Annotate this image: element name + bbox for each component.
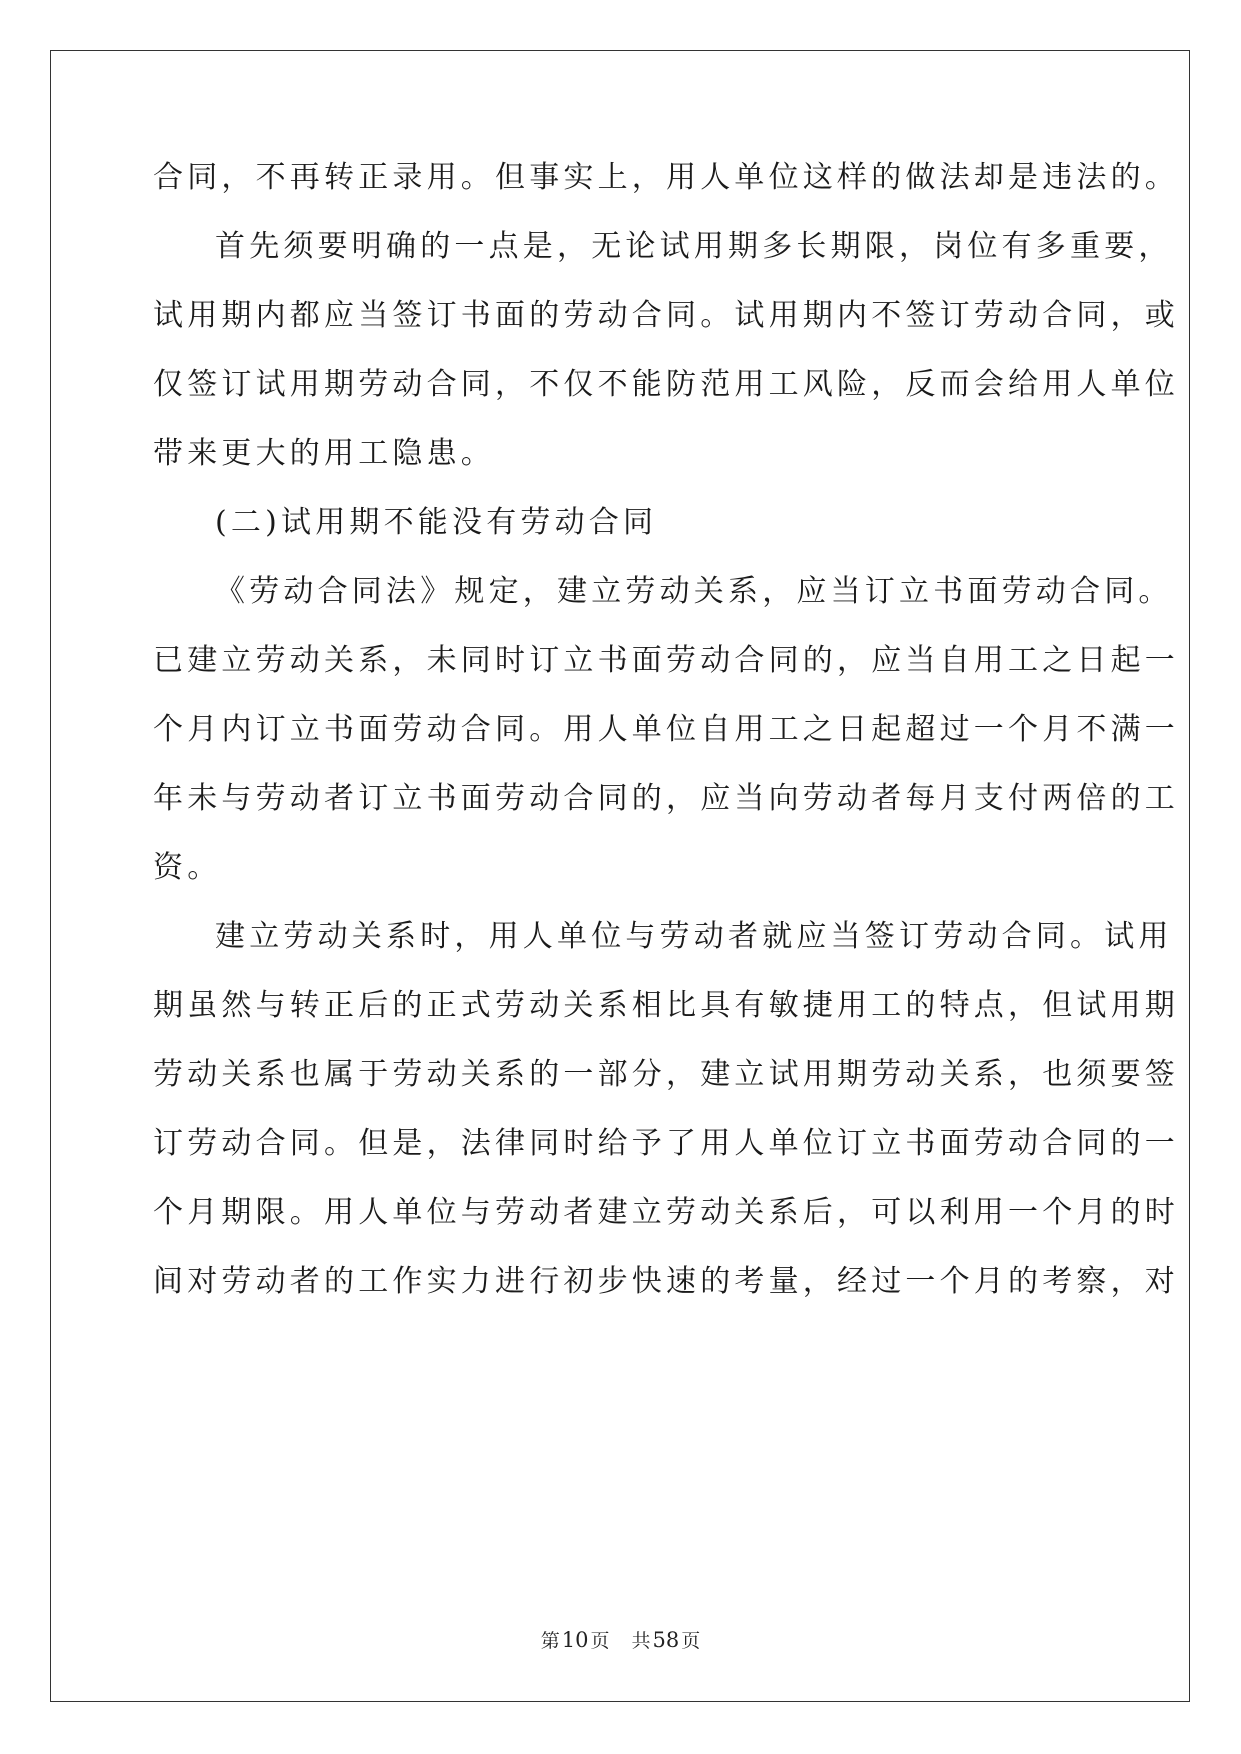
paragraph-start: 建立劳动关系时，用人单位与劳动者就应当签订劳动合同。试用 [215,919,1173,954]
total-prefix: 共 [631,1630,651,1652]
total-pages: 58 [652,1628,680,1652]
text-line: 仅签订试用期劳动合同，不仅不能防范用工风险，反而会给用人单位 [153,367,1179,402]
total-suffix: 页 [681,1630,701,1652]
text-line: 资。 [153,850,222,885]
section-heading: (二)试用期不能没有劳动合同 [215,505,658,540]
paragraph-start: 《劳动合同法》规定，建立劳动关系，应当订立书面劳动合同。 [215,574,1173,609]
text-line: 年未与劳动者订立书面劳动合同的，应当向劳动者每月支付两倍的工 [153,781,1179,816]
page-footer [0,1628,1241,1653]
text-line: 劳动关系也属于劳动关系的一部分，建立试用期劳动关系，也须要签 [153,1057,1179,1092]
text-line: 订劳动合同。但是，法律同时给予了用人单位订立书面劳动合同的一 [153,1126,1179,1161]
text-line: 个月期限。用人单位与劳动者建立劳动关系后，可以利用一个月的时 [153,1195,1179,1230]
paragraph-start: 首先须要明确的一点是，无论试用期多长期限，岗位有多重要， [215,229,1173,264]
page-number: 10 [561,1628,589,1652]
text-line: 带来更大的用工隐患。 [153,436,495,471]
text-line: 间对劳动者的工作实力进行初步快速的考量，经过一个月的考察，对 [153,1264,1179,1299]
text-line: 试用期内都应当签订书面的劳动合同。试用期内不签订劳动合同，或 [153,298,1179,333]
page-suffix: 页 [590,1630,610,1652]
page-prefix: 第 [540,1630,560,1652]
text-line: 期虽然与转正后的正式劳动关系相比具有敏捷用工的特点，但试用期 [153,988,1179,1023]
text-line: 个月内订立书面劳动合同。用人单位自用工之日起超过一个月不满一 [153,712,1179,747]
text-line: 合同，不再转正录用。但事实上，用人单位这样的做法却是违法的。 [153,160,1179,195]
text-line: 已建立劳动关系，未同时订立书面劳动合同的，应当自用工之日起一 [153,643,1179,678]
